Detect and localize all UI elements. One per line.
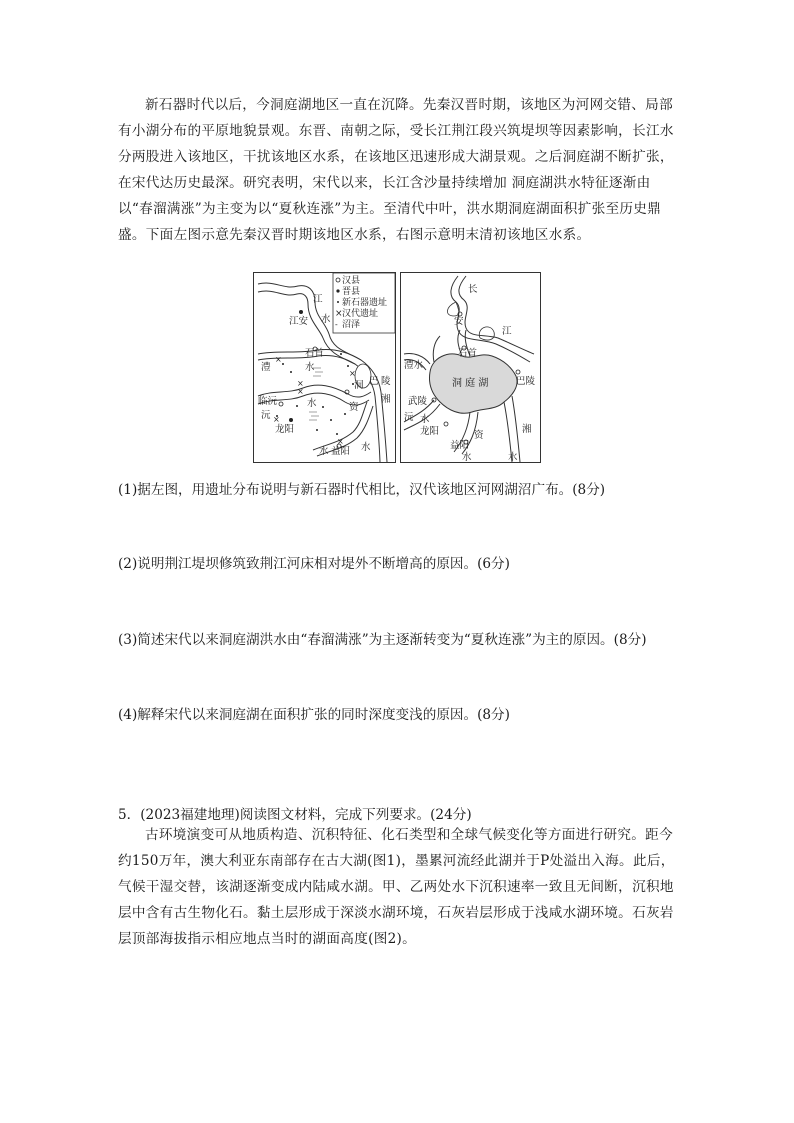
label-linyuan: 临沅: [258, 396, 278, 407]
svg-text:×: ×: [349, 369, 356, 378]
label-jiang-an: 江安: [289, 316, 309, 327]
label-shishou: 石首: [305, 348, 325, 359]
label-yiyang-right: 益阳: [450, 440, 470, 451]
label-shui-2: 水: [305, 362, 315, 373]
legend-jin-county-icon: [336, 289, 339, 292]
label-shui: 水: [321, 314, 331, 325]
legend-marsh-icon: -: [335, 320, 338, 329]
label-wuling: 武陵: [408, 396, 428, 407]
svg-text:×: ×: [297, 387, 304, 396]
label-shui-3: 水: [307, 398, 317, 409]
label-shui-right: 水: [420, 414, 430, 425]
label-longyang-right: 龙阳: [420, 426, 440, 437]
label-yuan-right: 沅: [404, 412, 414, 423]
label-li: 澧: [261, 362, 271, 373]
label-shui-2-right: 水: [462, 452, 472, 463]
legend-jin-county: 晋县: [342, 287, 361, 297]
label-yiyang: 益阳: [331, 446, 351, 457]
label-xiang-right: 湘: [522, 424, 532, 435]
label-ba: 巴: [369, 376, 379, 387]
label-shui-3-right: 水: [508, 452, 518, 463]
label-baling: 巴陵: [516, 376, 536, 387]
label-shui-4: 水: [361, 442, 371, 453]
label-jiang-right: 江: [502, 326, 512, 337]
svg-text:×: ×: [273, 415, 280, 424]
right-map: [400, 272, 541, 464]
svg-text:×: ×: [275, 355, 282, 364]
question-3: (3)简述宋代以来洞庭湖洪水由“春溜满涨”为主逐渐转变为“夏秋连涨”为主的原因。(8分): [118, 632, 647, 648]
legend-han-site-icon: ×: [335, 309, 343, 319]
label-shui-5: 水: [319, 446, 329, 457]
label-zi-right: 资: [474, 430, 484, 441]
figure-pair: [253, 272, 541, 464]
label-longyang: 龙阳: [275, 424, 295, 435]
label-dongting-lake: 洞 庭 湖: [452, 378, 489, 389]
label-shishou-right: 石首: [458, 348, 478, 359]
legend-han-county: 汉县: [342, 276, 361, 286]
svg-text:×: ×: [337, 437, 344, 446]
question-2: (2)说明荆江堤坝修筑致荆江河床相对堤外不断增高的原因。(6分): [118, 556, 510, 572]
label-jiang: 江: [313, 294, 323, 305]
svg-text:×: ×: [297, 379, 304, 388]
label-zi: 资: [349, 402, 359, 413]
left-map: [253, 272, 396, 464]
legend-neolithic-icon: [337, 301, 339, 303]
passage-4-intro: 新石器时代以后，今洞庭湖地区一直在沉降。先秦汉晋时期，该地区为河网交错、局部有小湖分布的平原地貌景观。东晋、南朝之际，受长江荆江段兴筑堤坝等因素影响，长江水分两股进入该地区，干扰该地区水系，在该地区迅速形成大湖景观。之后洞庭湖不断扩张，在宋代达历史最深。研究表明，宋代以来，长江含沙量持续增加 洞庭湖洪水特征逐渐由以“春溜满涨”为主变为以“夏秋连涨”为主。至清代中叶，洪水期洞庭湖面积扩张至历史鼎盛。下面左图示意先秦汉晋时期该地区水系，右图示意明末清初该地区水系。: [118, 97, 674, 243]
label-an: 安: [454, 316, 464, 327]
label-ling: 陵: [381, 376, 391, 387]
label-chang: 长: [468, 284, 478, 295]
legend-neolithic: 新石器遗址: [342, 298, 388, 308]
legend-han-site: 汉代遗址: [342, 309, 379, 319]
label-xiang: 湘: [381, 394, 391, 405]
question-1: (1)据左图，用遗址分布说明与新石器时代相比，汉代该地区河网湖沼广布。(8分): [118, 482, 606, 498]
label-lishui: 澧水: [404, 360, 424, 371]
problem-5-body: 古环境演变可从地质构造、沉积特征、化石类型和全球气候变化等方面进行研究。距今约150万年，澳大利亚东南部存在古大湖(图1)，墨累河流经此湖并于P处溢出入海。此后，气候干湿交替，该湖逐渐变成内陆咸水湖。甲、乙两处水下沉积速率一致且无间断，沉积地层中含有古生物化石。黏土层形成于深淡水湖环境，石灰岩层形成于浅咸水湖环境。石灰岩层顶部海拔指示相应地点当时的湖面高度(图2)。: [118, 827, 675, 947]
question-4: (4)解释宋代以来洞庭湖在面积扩张的同时深度变浅的原因。(8分): [118, 707, 510, 723]
legend-marsh: 沼泽: [342, 320, 361, 330]
label-dong: 洞: [354, 380, 364, 391]
label-yuan: 沅: [261, 410, 271, 421]
problem-5-header: 5．(2023福建地理)阅读图文材料，完成下列要求。(24分): [118, 807, 472, 823]
